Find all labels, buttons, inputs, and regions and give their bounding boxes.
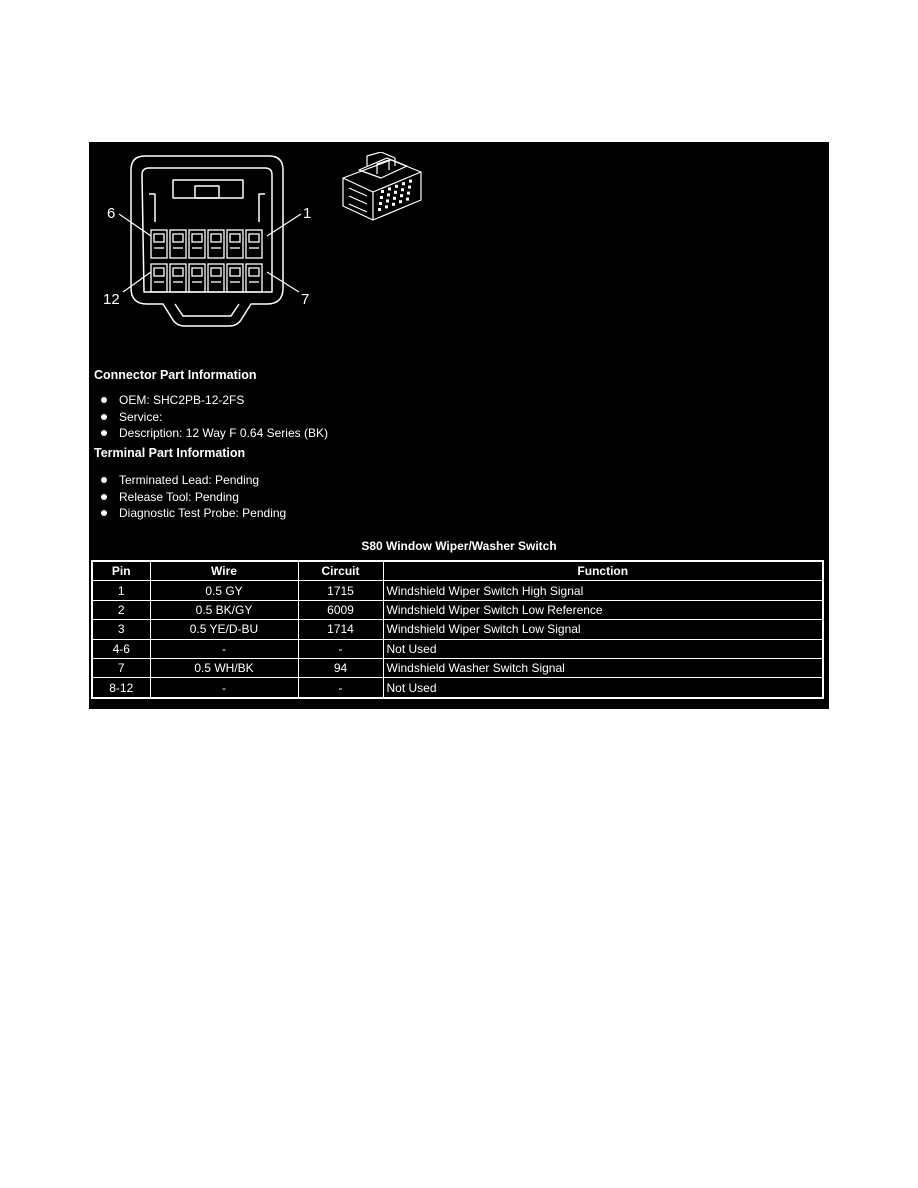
iso-pin-hole (409, 180, 412, 183)
iso-pin-hole (408, 186, 411, 189)
table-row (92, 600, 823, 619)
iso-pin-hole (399, 200, 402, 203)
pin-label-7: 7 (301, 291, 310, 308)
iso-pin-hole (402, 182, 405, 185)
cell-pin: 1 (92, 581, 150, 600)
connector-part-list (99, 392, 328, 442)
table-row (92, 639, 823, 658)
cell-pin: 4-6 (92, 639, 150, 658)
iso-pin-hole (392, 203, 395, 206)
pin-cavity-window (211, 234, 221, 242)
cell-wire: 0.5 YE/D-BU (150, 620, 298, 639)
cell-wire: 0.5 GY (150, 581, 298, 600)
pin-cavity-window (192, 234, 202, 242)
iso-pin-hole (386, 199, 389, 202)
pin-cavity-window (173, 268, 183, 276)
table-row (92, 678, 823, 698)
cell-function: Windshield Wiper Switch Low Reference (383, 600, 823, 619)
pin-cavities (151, 230, 262, 292)
cell-pin: 3 (92, 620, 150, 639)
pin-cavity-window (154, 234, 164, 242)
iso-pin-hole (387, 193, 390, 196)
pin-label-1: 1 (303, 205, 312, 222)
cell-function: Not Used (383, 678, 823, 698)
cell-wire: - (150, 639, 298, 658)
iso-pin-hole (378, 208, 381, 211)
connector-face-diagram (89, 142, 329, 342)
terminal-part-heading: Terminal Part Information (94, 446, 246, 460)
table-row (92, 581, 823, 600)
iso-pin-hole (381, 190, 384, 193)
cell-pin: 2 (92, 600, 150, 619)
pin-cavity-window (249, 268, 259, 276)
cell-pin: 7 (92, 658, 150, 677)
cell-wire: - (150, 678, 298, 698)
header-circuit: Circuit (298, 561, 383, 581)
iso-pin-hole (380, 196, 383, 199)
pin-cavity-window (249, 234, 259, 242)
pin-cavity-window (173, 234, 183, 242)
header-pin: Pin (92, 561, 150, 581)
iso-pin-hole (395, 185, 398, 188)
header-wire: Wire (150, 561, 298, 581)
pin-cavity-window (230, 268, 240, 276)
header-function: Function (383, 561, 823, 581)
iso-pin-hole (400, 194, 403, 197)
connector-info-panel (89, 142, 829, 709)
cell-circuit: 94 (298, 658, 383, 677)
connector-part-heading: Connector Part Information (94, 368, 257, 382)
connector-part-description: Description: 12 Way F 0.64 Series (BK) (99, 425, 328, 442)
pin-cavity-window (230, 234, 240, 242)
table-row (92, 658, 823, 677)
table-header-row (92, 561, 823, 581)
cell-circuit: 1715 (298, 581, 383, 600)
pin-cavity-window (211, 268, 221, 276)
cell-circuit: 6009 (298, 600, 383, 619)
iso-pin-hole (401, 188, 404, 191)
pinout-table (91, 560, 824, 699)
iso-pin-hole (394, 191, 397, 194)
cell-pin: 8-12 (92, 678, 150, 698)
cell-wire: 0.5 WH/BK (150, 658, 298, 677)
pin-cavity-window (154, 268, 164, 276)
leader-lines (119, 214, 301, 292)
table-title: S80 Window Wiper/Washer Switch (361, 539, 557, 553)
cell-wire: 0.5 BK/GY (150, 600, 298, 619)
iso-pin-hole (393, 197, 396, 200)
terminal-part-release-tool: Release Tool: Pending (99, 489, 286, 506)
terminal-part-lead: Terminated Lead: Pending (99, 472, 286, 489)
iso-pin-hole (379, 202, 382, 205)
terminal-part-test-probe: Diagnostic Test Probe: Pending (99, 505, 286, 522)
pin-cavity-window (192, 268, 202, 276)
iso-pin-hole (388, 187, 391, 190)
terminal-part-list (99, 472, 286, 522)
connector-isometric-diagram (337, 152, 427, 228)
connector-part-oem: OEM: SHC2PB-12-2FS (99, 392, 328, 409)
cell-circuit: - (298, 639, 383, 658)
table-row (92, 620, 823, 639)
iso-pin-hole (406, 198, 409, 201)
cell-function: Windshield Washer Switch Signal (383, 658, 823, 677)
pin-label-12: 12 (103, 291, 120, 308)
cell-function: Windshield Wiper Switch Low Signal (383, 620, 823, 639)
cell-function: Not Used (383, 639, 823, 658)
cell-circuit: - (298, 678, 383, 698)
pin-label-6: 6 (107, 205, 116, 222)
iso-pin-hole (385, 205, 388, 208)
cell-circuit: 1714 (298, 620, 383, 639)
cell-function: Windshield Wiper Switch High Signal (383, 581, 823, 600)
iso-pin-hole (407, 192, 410, 195)
connector-part-service: Service: (99, 409, 328, 426)
